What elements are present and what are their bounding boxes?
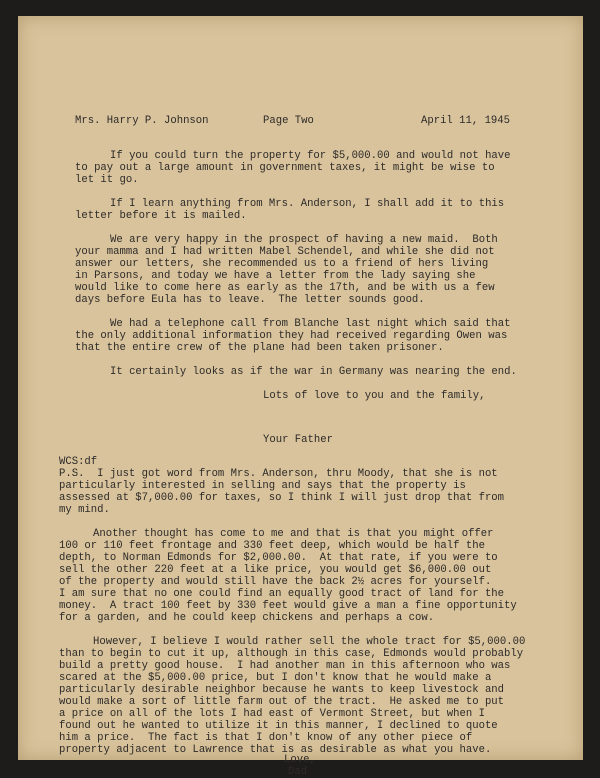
ps-line: particularly interested in selling and says that the property is bbox=[59, 480, 466, 492]
ps-line: Another thought has come to me and that is that you might offer bbox=[93, 528, 494, 540]
ps-line: particularly desirable neighbor because he wants to keep livestock and bbox=[59, 684, 505, 696]
ps-line: scared at the $5,000.00 price, but I don't know that he would make a bbox=[59, 672, 492, 684]
body-line: to pay out a large amount in government taxes, it might be wise to bbox=[75, 162, 495, 174]
ps-line: a price on all of the lots I had east of Vermont Street, but when I bbox=[59, 708, 485, 720]
body-line: would like to come here as early as the 17th, and be with us a few bbox=[75, 282, 495, 294]
body-line: let it go. bbox=[75, 174, 139, 186]
body-line: days before Eula has to leave. The letter sounds good. bbox=[75, 294, 425, 306]
body-line: that the entire crew of the plane had been taken prisoner. bbox=[75, 342, 444, 354]
ps-valediction: Love, bbox=[284, 754, 316, 766]
letter-page bbox=[18, 16, 583, 778]
ps-line: him a price. The fact is that I don't know of any other piece of bbox=[59, 732, 473, 744]
page-number: Page Two bbox=[263, 115, 314, 127]
ps-line: build a pretty good house. I had another man in this afternoon who was bbox=[59, 660, 511, 672]
ps-line: my mind. bbox=[59, 504, 110, 516]
body-line: If I learn anything from Mrs. Anderson, I shall add it to this bbox=[110, 198, 505, 210]
ps-line: 100 or 110 feet frontage and 330 feet deep, which would be half the bbox=[59, 540, 485, 552]
body-line: in Parsons, and today we have a letter from the lady saying she bbox=[75, 270, 476, 282]
ps-line: I am sure that no one could find an equally good tract of land for the bbox=[59, 588, 505, 600]
recipient-name: Mrs. Harry P. Johnson bbox=[75, 115, 209, 127]
ps-line: sell the other 220 feet at a like price, you would get $6,000.00 out bbox=[59, 564, 492, 576]
ps-signature: Dad bbox=[288, 766, 308, 778]
body-line: We had a telephone call from Blanche last night which said that bbox=[110, 318, 511, 330]
signature: Your Father bbox=[263, 434, 333, 446]
ps-line: However, I believe I would rather sell the whole tract for $5,000.00 bbox=[93, 636, 526, 648]
body-line: letter before it is mailed. bbox=[75, 210, 247, 222]
ps-line: money. A tract 100 feet by 330 feet would give a man a fine opportunity bbox=[59, 600, 517, 612]
ps-line: property adjacent to Lawrence that is as desirable as what you have. bbox=[59, 744, 492, 756]
body-line: It certainly looks as if the war in Germany was nearing the end. bbox=[110, 366, 517, 378]
typist-initials: WCS:df bbox=[59, 456, 98, 468]
ps-line: for a garden, and he could keep chickens and perhaps a cow. bbox=[59, 612, 435, 624]
ps-line: of the property and would still have the back 2½ acres for yourself. bbox=[59, 576, 492, 588]
body-line: answer our letters, she recommended us to a friend of hers living bbox=[75, 258, 489, 270]
body-line: your mamma and I had written Mabel Schendel, and while she did not bbox=[75, 246, 495, 258]
ps-line: P.S. I just got word from Mrs. Anderson, thru Moody, that she is not bbox=[59, 468, 498, 480]
ps-line: depth, to Norman Edmonds for $2,000.00. At that rate, if you were to bbox=[59, 552, 498, 564]
body-line: We are very happy in the prospect of having a new maid. Both bbox=[110, 234, 498, 246]
letter-date: April 11, 1945 bbox=[421, 115, 511, 127]
ps-line: found out he wanted to utilize it in this manner, I declined to quote bbox=[59, 720, 498, 732]
body-line: If you could turn the property for $5,000.00 and would not have bbox=[110, 150, 511, 162]
ps-line: assessed at $7,000.00 for taxes, so I think I will just drop that from bbox=[59, 492, 505, 504]
valediction: Lots of love to you and the family, bbox=[263, 390, 486, 402]
ps-line: than to begin to cut it up, although in this case, Edmonds would probably bbox=[59, 648, 524, 660]
ps-line: would make a sort of little farm out of the tract. He asked me to put bbox=[59, 696, 505, 708]
body-line: the only additional information they had received regarding Owen was bbox=[75, 330, 508, 342]
